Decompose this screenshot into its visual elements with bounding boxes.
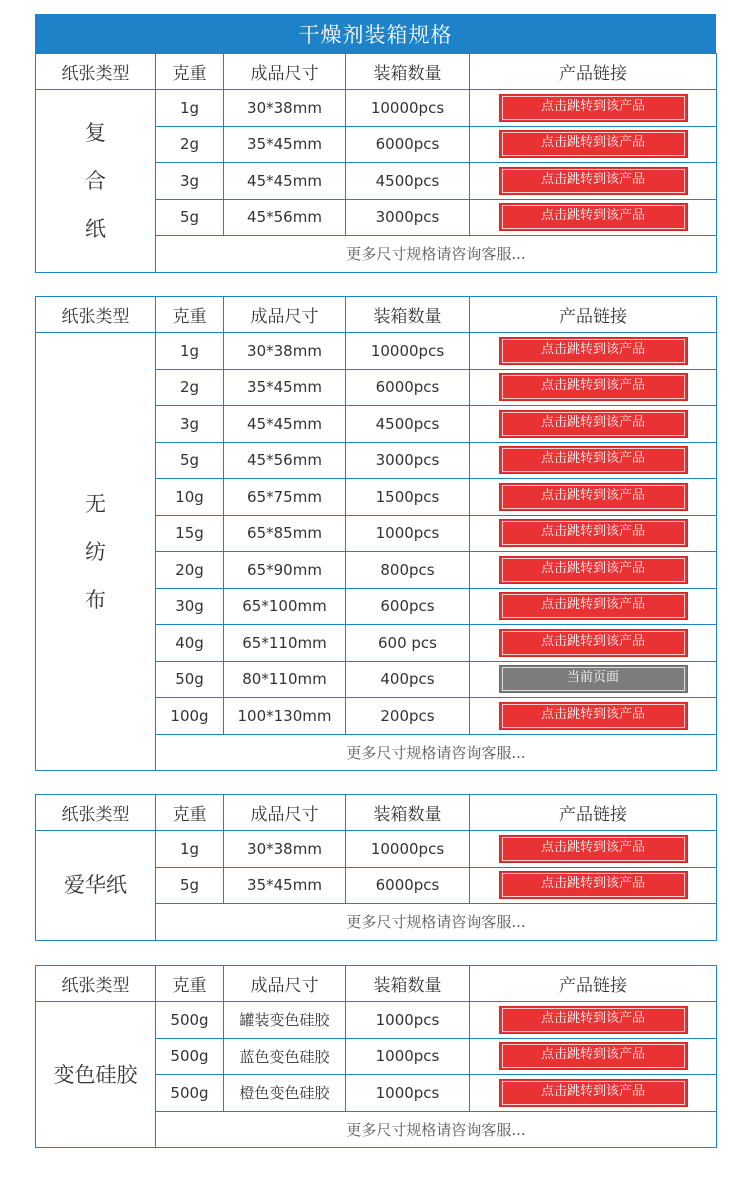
- weight-cell: 2g: [156, 126, 224, 163]
- link-cell: [470, 199, 717, 236]
- product-link-button[interactable]: 点击跳转到该产品: [499, 629, 688, 657]
- column-header: 纸张类型: [36, 297, 156, 333]
- quantity-cell: 600 pcs: [346, 625, 470, 662]
- more-info-text[interactable]: 更多尺寸规格请咨询客服...: [156, 236, 717, 273]
- quantity-cell: 6000pcs: [346, 369, 470, 406]
- size-cell: 65*75mm: [224, 479, 346, 516]
- quantity-cell: 1000pcs: [346, 1038, 470, 1075]
- paper-type-cell: 无 纺 布: [36, 333, 156, 771]
- more-info-text[interactable]: 更多尺寸规格请咨询客服...: [156, 1111, 717, 1148]
- weight-cell: 100g: [156, 698, 224, 735]
- weight-cell: 500g: [156, 1038, 224, 1075]
- column-header: 纸张类型: [36, 54, 156, 90]
- quantity-cell: 800pcs: [346, 552, 470, 589]
- link-cell: [470, 867, 717, 904]
- product-link-button[interactable]: 点击跳转到该产品: [499, 1042, 688, 1070]
- column-header: 克重: [156, 297, 224, 333]
- weight-cell: 1g: [156, 90, 224, 127]
- link-cell: [470, 1002, 717, 1039]
- product-link-button[interactable]: 点击跳转到该产品: [499, 592, 688, 620]
- link-cell: [470, 333, 717, 370]
- size-cell: 30*38mm: [224, 333, 346, 370]
- page-title: 干燥剂装箱规格: [35, 14, 716, 53]
- table-header-row: [36, 54, 717, 90]
- weight-cell: 500g: [156, 1075, 224, 1112]
- size-cell: 罐装变色硅胶: [224, 1002, 346, 1039]
- link-cell: [470, 442, 717, 479]
- column-header: 产品链接: [470, 795, 717, 831]
- product-link-button[interactable]: 点击跳转到该产品: [499, 835, 688, 863]
- column-header: 装箱数量: [346, 297, 470, 333]
- size-cell: 30*38mm: [224, 90, 346, 127]
- table-header-row: [36, 297, 717, 333]
- product-link-button[interactable]: 点击跳转到该产品: [499, 130, 688, 158]
- column-header: 装箱数量: [346, 966, 470, 1002]
- size-cell: 45*45mm: [224, 406, 346, 443]
- weight-cell: 2g: [156, 369, 224, 406]
- size-cell: 65*110mm: [224, 625, 346, 662]
- quantity-cell: 4500pcs: [346, 406, 470, 443]
- quantity-cell: 10000pcs: [346, 831, 470, 868]
- column-header: 纸张类型: [36, 795, 156, 831]
- weight-cell: 40g: [156, 625, 224, 662]
- link-cell: [470, 126, 717, 163]
- weight-cell: 50g: [156, 661, 224, 698]
- size-cell: 35*45mm: [224, 369, 346, 406]
- table-header-row: [36, 966, 717, 1002]
- quantity-cell: 4500pcs: [346, 163, 470, 200]
- column-header: 装箱数量: [346, 54, 470, 90]
- product-link-button[interactable]: 点击跳转到该产品: [499, 446, 688, 474]
- link-cell: [470, 406, 717, 443]
- link-cell: [470, 515, 717, 552]
- weight-cell: 30g: [156, 588, 224, 625]
- link-cell: [470, 698, 717, 735]
- size-cell: 100*130mm: [224, 698, 346, 735]
- quantity-cell: 10000pcs: [346, 333, 470, 370]
- product-link-button[interactable]: 点击跳转到该产品: [499, 94, 688, 122]
- size-cell: 65*100mm: [224, 588, 346, 625]
- column-header: 克重: [156, 795, 224, 831]
- weight-cell: 20g: [156, 552, 224, 589]
- quantity-cell: 1000pcs: [346, 1002, 470, 1039]
- size-cell: 35*45mm: [224, 867, 346, 904]
- quantity-cell: 1000pcs: [346, 515, 470, 552]
- weight-cell: 5g: [156, 199, 224, 236]
- quantity-cell: 200pcs: [346, 698, 470, 735]
- product-link-button[interactable]: 点击跳转到该产品: [499, 519, 688, 547]
- link-cell: [470, 163, 717, 200]
- size-cell: 蓝色变色硅胶: [224, 1038, 346, 1075]
- more-info-text[interactable]: 更多尺寸规格请咨询客服...: [156, 734, 717, 771]
- link-cell: [470, 588, 717, 625]
- column-header: 产品链接: [470, 297, 717, 333]
- weight-cell: 1g: [156, 831, 224, 868]
- spec-table: [35, 53, 717, 273]
- column-header: 成品尺寸: [224, 297, 346, 333]
- quantity-cell: 3000pcs: [346, 442, 470, 479]
- quantity-cell: 3000pcs: [346, 199, 470, 236]
- weight-cell: 3g: [156, 406, 224, 443]
- link-cell: [470, 1075, 717, 1112]
- column-header: 装箱数量: [346, 795, 470, 831]
- spec-table: [35, 965, 717, 1148]
- size-cell: 80*110mm: [224, 661, 346, 698]
- table-row: [36, 333, 717, 370]
- column-header: 纸张类型: [36, 966, 156, 1002]
- table-row: [36, 831, 717, 868]
- product-link-button[interactable]: 点击跳转到该产品: [499, 1079, 688, 1107]
- size-cell: 45*45mm: [224, 163, 346, 200]
- product-link-button[interactable]: 点击跳转到该产品: [499, 1006, 688, 1034]
- link-cell: [470, 625, 717, 662]
- product-link-button[interactable]: 点击跳转到该产品: [499, 203, 688, 231]
- quantity-cell: 600pcs: [346, 588, 470, 625]
- weight-cell: 5g: [156, 867, 224, 904]
- weight-cell: 15g: [156, 515, 224, 552]
- size-cell: 橙色变色硅胶: [224, 1075, 346, 1112]
- link-cell: [470, 552, 717, 589]
- link-cell: [470, 661, 717, 698]
- table-row: [36, 90, 717, 127]
- quantity-cell: 400pcs: [346, 661, 470, 698]
- spec-table: [35, 296, 717, 771]
- size-cell: 45*56mm: [224, 442, 346, 479]
- link-cell: [470, 479, 717, 516]
- product-link-button[interactable]: 点击跳转到该产品: [499, 483, 688, 511]
- size-cell: 65*90mm: [224, 552, 346, 589]
- product-link-button[interactable]: 点击跳转到该产品: [499, 167, 688, 195]
- column-header: 产品链接: [470, 966, 717, 1002]
- weight-cell: 1g: [156, 333, 224, 370]
- column-header: 克重: [156, 966, 224, 1002]
- weight-cell: 10g: [156, 479, 224, 516]
- current-page-button[interactable]: 当前页面: [499, 665, 688, 693]
- column-header: 克重: [156, 54, 224, 90]
- table-row: [36, 1002, 717, 1039]
- paper-type-cell: 复 合 纸: [36, 90, 156, 273]
- link-cell: [470, 1038, 717, 1075]
- weight-cell: 500g: [156, 1002, 224, 1039]
- product-link-button[interactable]: 点击跳转到该产品: [499, 556, 688, 584]
- size-cell: 35*45mm: [224, 126, 346, 163]
- column-header: 成品尺寸: [224, 54, 346, 90]
- size-cell: 45*56mm: [224, 199, 346, 236]
- column-header: 成品尺寸: [224, 966, 346, 1002]
- quantity-cell: 1500pcs: [346, 479, 470, 516]
- weight-cell: 5g: [156, 442, 224, 479]
- product-link-button[interactable]: 点击跳转到该产品: [499, 337, 688, 365]
- quantity-cell: 6000pcs: [346, 126, 470, 163]
- table-header-row: [36, 795, 717, 831]
- link-cell: [470, 369, 717, 406]
- paper-type-cell: 变色硅胶: [36, 1002, 156, 1148]
- quantity-cell: 1000pcs: [346, 1075, 470, 1112]
- product-link-button[interactable]: 点击跳转到该产品: [499, 373, 688, 401]
- quantity-cell: 6000pcs: [346, 867, 470, 904]
- quantity-cell: 10000pcs: [346, 90, 470, 127]
- size-cell: 65*85mm: [224, 515, 346, 552]
- column-header: 产品链接: [470, 54, 717, 90]
- product-link-button[interactable]: 点击跳转到该产品: [499, 702, 688, 730]
- product-link-button[interactable]: 点击跳转到该产品: [499, 871, 688, 899]
- more-info-text[interactable]: 更多尺寸规格请咨询客服...: [156, 904, 717, 941]
- spec-table: [35, 794, 717, 941]
- link-cell: [470, 831, 717, 868]
- weight-cell: 3g: [156, 163, 224, 200]
- product-link-button[interactable]: 点击跳转到该产品: [499, 410, 688, 438]
- size-cell: 30*38mm: [224, 831, 346, 868]
- link-cell: [470, 90, 717, 127]
- column-header: 成品尺寸: [224, 795, 346, 831]
- paper-type-cell: 爱华纸: [36, 831, 156, 941]
